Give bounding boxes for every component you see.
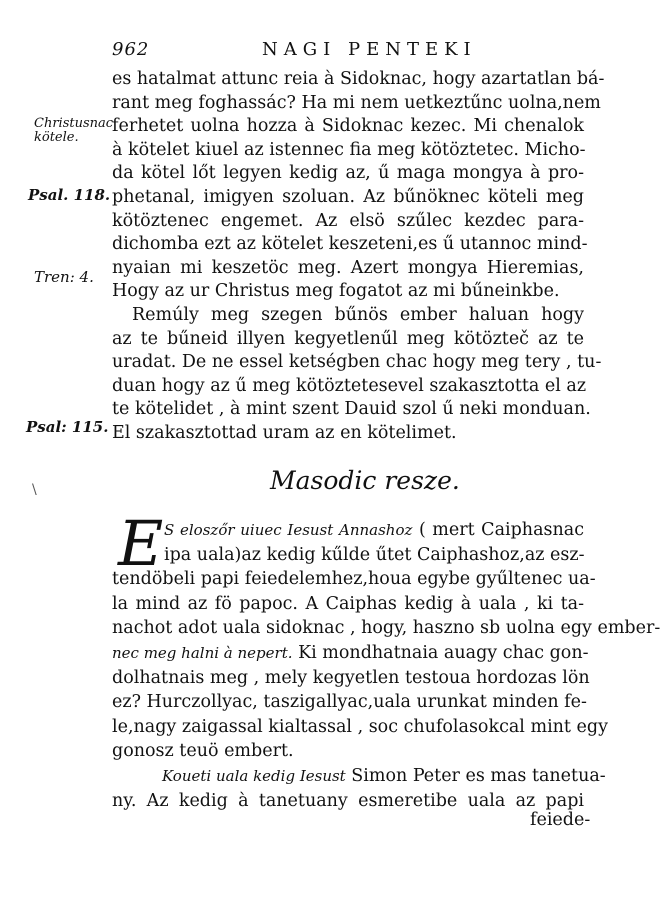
body-text	[112, 68, 605, 446]
text-line: Hogy az ur Christus meg fogatot az mi bűneinkbe.	[112, 281, 560, 302]
text-line: ferhetet uolna hozza à Sidoknac kezec. Mi chenalok	[112, 116, 584, 137]
text-line: duan hogy az ű meg kötöztetesevel szakasztotta el az	[112, 375, 587, 396]
text-line: gonosz teuö embert.	[112, 741, 294, 762]
text-line: à kötelet kiuel az istennec fia meg kötöztetec. Micho-	[112, 139, 586, 160]
page-number: 962	[112, 39, 150, 60]
text-line: nachot adot uala sidoknac , hogy, haszno sb uolna egy ember-	[112, 618, 660, 639]
text-line: kötöztenec engemet. Az elsö szűlec kezdec para-	[112, 210, 584, 231]
text-line: phetanal, imigyen szoluan. Az bűnöknec köteli meg	[112, 186, 584, 207]
text-line: dichomba ezt az kötelet keszeteni,es ű utannoc mind-	[112, 234, 588, 255]
page-header	[112, 39, 582, 65]
text-line: la mind az fö papoc. A Caiphas kedig à uala , ki ta-	[112, 593, 584, 614]
text-line: az te bűneid illyen kegyetlenűl meg kötözteč az te	[112, 328, 584, 349]
running-head: NAGI PENTEKI	[262, 39, 477, 60]
margin-note-tren: Tren: 4.	[34, 268, 94, 286]
text-line: Koueti uala kedig Iesust Simon Peter es mas tanetua-	[162, 765, 606, 786]
margin-note-christus: Christusnac kötele.	[34, 116, 114, 145]
section-heading: Masodic resze.	[270, 466, 460, 495]
text-line: dolhatnais meg , mely kegyetlen testoua hordozas lön	[112, 667, 590, 688]
text-line: tendöbeli papi feiedelemhez,houa egybe gyűltenec ua-	[112, 569, 596, 590]
drop-initial: E	[118, 507, 164, 580]
text-line: es hatalmat attunc reia à Sidoknac, hogy azartatlan bá-	[112, 69, 605, 89]
text-line: te kötelidet , à mint szent Dauid szol ű neki monduan.	[112, 399, 591, 420]
text-line: ny. Az kedig à tanetuany esmeretibe uala az papi	[112, 790, 584, 811]
text-line: rant meg foghassác? Ha mi nem uetkeztűnc uolna,nem	[112, 92, 601, 113]
section-text	[112, 518, 660, 813]
text-line: S eloszőr uiuec Iesust Annashoz ( mert Caiphasnac	[164, 520, 584, 540]
stray-mark: \	[32, 482, 37, 498]
text-line: ez? Hurczollyac, taszigallyac,uala urunkat minden fe-	[112, 692, 587, 713]
margin-note-psalm-118: Psal. 118.	[28, 186, 111, 204]
text-line: ipa uala)az kedig kűlde űtet Caiphashoz,az esz-	[164, 544, 585, 565]
catchword: feiede-	[530, 810, 591, 830]
text-line: nec meg halni à nepert. Ki mondhatnaia auagy chac gon-	[112, 642, 589, 663]
text-line: Remúly meg szegen bűnös ember haluan hogy	[132, 304, 584, 325]
text-line: le,nagy zaigassal kialtassal , soc chufolasokcal mint egy	[112, 716, 608, 737]
text-line: El szakasztottad uram az en kötelimet.	[112, 422, 457, 443]
text-line: da kötel lőt legyen kedig az, ű maga mongya à pro-	[112, 163, 584, 184]
margin-note-psalm-115: Psal: 115.	[26, 418, 109, 436]
text-line: uradat. De ne essel ketségben chac hogy meg tery , tu-	[112, 352, 602, 373]
text-line: nyaian mi keszetöc meg. Azert mongya Hieremias,	[112, 257, 584, 278]
